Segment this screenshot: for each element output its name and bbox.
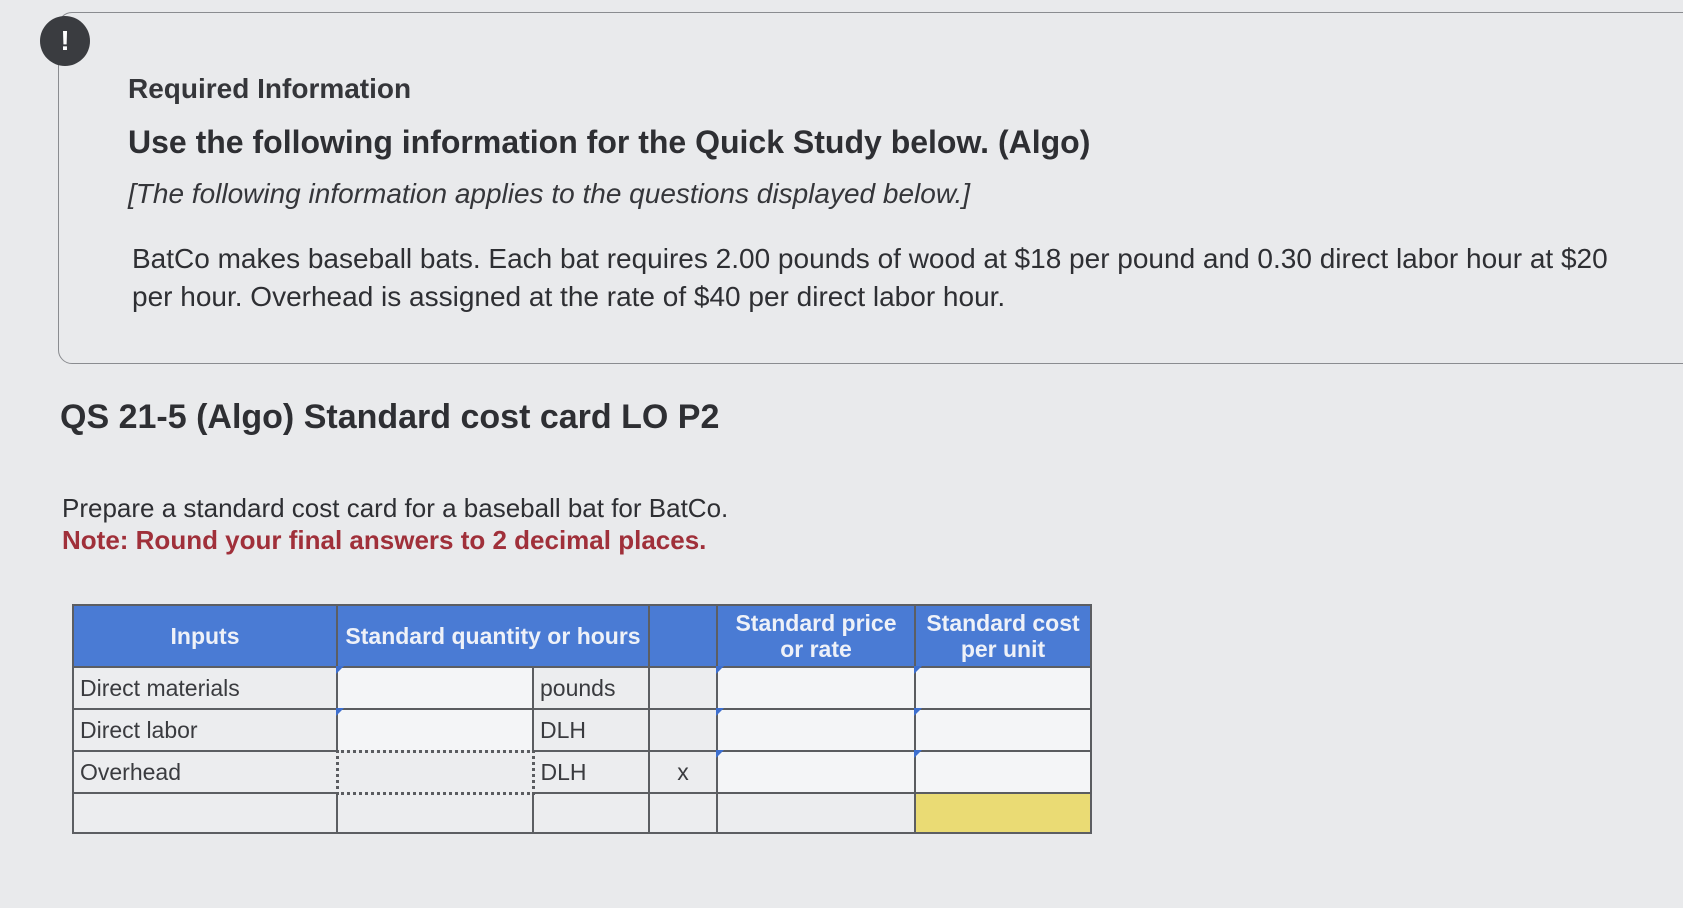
instruction-heading: Use the following information for the Quick Study below. (Algo): [128, 124, 1091, 160]
operator-cell: [649, 667, 717, 709]
price-input[interactable]: [717, 709, 915, 751]
unit-label: pounds: [533, 667, 649, 709]
question-prompt: Prepare a standard cost card for a baseball bat for BatCo.: [62, 493, 729, 523]
table-row-direct-labor: [73, 709, 1091, 751]
quantity-input[interactable]: [337, 667, 533, 709]
multiply-operator: x: [649, 751, 717, 793]
table-row-overhead: [73, 751, 1091, 793]
quantity-input[interactable]: [337, 709, 533, 751]
empty-cell: [533, 793, 649, 833]
header-standard-quantity: Standard quantity or hours: [337, 605, 649, 667]
table-header-row: [73, 605, 1091, 667]
price-input[interactable]: [717, 751, 915, 793]
cost-input[interactable]: [915, 709, 1091, 751]
cost-input[interactable]: [915, 751, 1091, 793]
unit-label: DLH: [533, 751, 649, 793]
cost-input[interactable]: [915, 667, 1091, 709]
empty-cell: [649, 793, 717, 833]
empty-cell: [717, 793, 915, 833]
quantity-input[interactable]: [337, 751, 533, 793]
row-label: Overhead: [73, 751, 337, 793]
alert-icon: !: [40, 16, 90, 66]
header-standard-price: Standard price or rate: [717, 605, 915, 667]
empty-cell: [337, 793, 533, 833]
price-input[interactable]: [717, 667, 915, 709]
operator-cell: [649, 709, 717, 751]
rounding-note: Note: Round your final answers to 2 decimal places.: [62, 525, 707, 555]
standard-cost-card-table: [72, 604, 1092, 834]
required-information-title: Required Information: [128, 73, 412, 104]
question-title: QS 21-5 (Algo) Standard cost card LO P2: [60, 398, 720, 436]
row-label: Direct labor: [73, 709, 337, 751]
header-inputs: Inputs: [73, 605, 337, 667]
unit-label: DLH: [533, 709, 649, 751]
empty-cell: [73, 793, 337, 833]
table-row-total: [73, 793, 1091, 833]
problem-paragraph: BatCo makes baseball bats. Each bat requires 2.00 pounds of wood at $18 per pound and 0.30 direct labor hour at $20 per hour. Overhead is assigned at the rate of $40 per direct labor hour.: [132, 243, 1608, 312]
table-row-direct-materials: [73, 667, 1091, 709]
row-label: Direct materials: [73, 667, 337, 709]
header-blank: [649, 605, 717, 667]
total-cost-input[interactable]: [915, 793, 1091, 833]
applies-note: [The following information applies to the questions displayed below.]: [128, 178, 971, 209]
header-standard-cost: Standard cost per unit: [915, 605, 1091, 667]
